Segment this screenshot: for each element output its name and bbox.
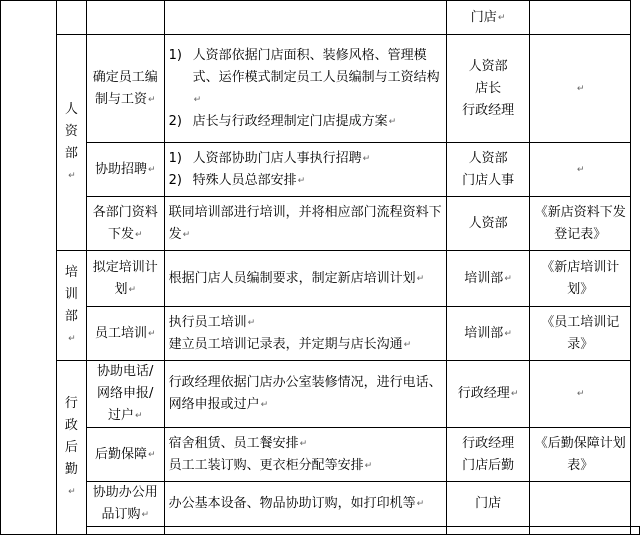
task-cell: 各部门资料下发↵ — [86, 197, 164, 251]
responsible-cell: 人资部 门店人事 — [446, 143, 530, 197]
left-margin-cell — [1, 1, 57, 535]
responsible-cell: 行政经理↵ — [446, 361, 530, 428]
department-label-admin: 行 政 后 勤 ↵ — [56, 361, 86, 535]
responsible-cell: 行政经理 门店后勤 — [446, 428, 530, 482]
record-cell — [530, 482, 631, 527]
record-cell: 《新店培训计划》 — [530, 251, 631, 307]
responsible-cell: 门店 — [446, 482, 530, 527]
task-cell: 确定员工编制与工资↵ — [86, 35, 164, 143]
description-cell: 执行员工培训↵ 建立员工培训记录表，并定期与店长沟通↵ — [164, 307, 446, 361]
table-row — [1, 143, 640, 197]
table-row — [1, 361, 640, 428]
description-cell: 联同培训部进行培训，并将相应部门流程资料下发↵ — [164, 197, 446, 251]
task-cell: 员工培训↵ — [86, 307, 164, 361]
record-cell: 《后勤保障计划表》 — [530, 428, 631, 482]
responsible-cell: 人资部 — [446, 197, 530, 251]
table-row — [1, 251, 640, 307]
record-cell: ↵ — [530, 143, 631, 197]
record-cell: ↵ — [530, 361, 631, 428]
list-item: 2) 店长与行政经理制定门店提成方案↵ — [168, 113, 397, 129]
description-cell — [164, 35, 446, 143]
description-cell: 办公基本设备、物品协助订购，如打印机等↵ — [164, 482, 446, 527]
task-cell: 协助招聘↵ — [86, 143, 164, 197]
responsible-cell: 人资部 店长 行政经理 — [446, 35, 530, 143]
responsible-cell: 培训部↵ — [446, 307, 530, 361]
responsible-cell: 门店↵ — [446, 1, 530, 35]
list-item: 1) 人资部协助门店人事执行招聘↵ — [168, 150, 371, 166]
responsible-cell: 培训部↵ — [446, 251, 530, 307]
task-cell: 协助电话/网络申报/过户↵ — [86, 361, 164, 428]
department-label-hr: 人 资 部 ↵ — [56, 35, 86, 251]
table-row — [1, 35, 640, 143]
task-cell: 后勤保障↵ — [86, 428, 164, 482]
record-cell: ↵ — [530, 35, 631, 143]
table-row — [1, 428, 640, 482]
description-cell: 行政经理依据门店办公室装修情况，进行电话、网络申报或过户↵ — [164, 361, 446, 428]
table-row — [1, 482, 640, 527]
description-cell: 宿舍租赁、员工餐安排↵ 员工工装订购、更衣柜分配等安排↵ — [164, 428, 446, 482]
description-cell: 根据门店人员编制要求，制定新店培训计划↵ — [164, 251, 446, 307]
record-cell: 《新店资料下发登记表》 — [530, 197, 631, 251]
task-cell: 拟定培训计划↵ — [86, 251, 164, 307]
department-label-training: 培 训 部 ↵ — [56, 251, 86, 361]
table-row — [1, 197, 640, 251]
table-row — [1, 1, 640, 35]
list-item: 1) 人资部依据门店面积、装修风格、管理模式、运作模式制定员工人员编制与工资结构↵ — [168, 47, 440, 105]
table-row — [1, 527, 640, 535]
task-cell: 协助办公用品订购↵ — [86, 482, 164, 527]
description-cell — [164, 143, 446, 197]
list-item: 2) 特殊人员总部安排↵ — [168, 172, 306, 188]
table-row — [1, 307, 640, 361]
record-cell: 《员工培训记录》 — [530, 307, 631, 361]
